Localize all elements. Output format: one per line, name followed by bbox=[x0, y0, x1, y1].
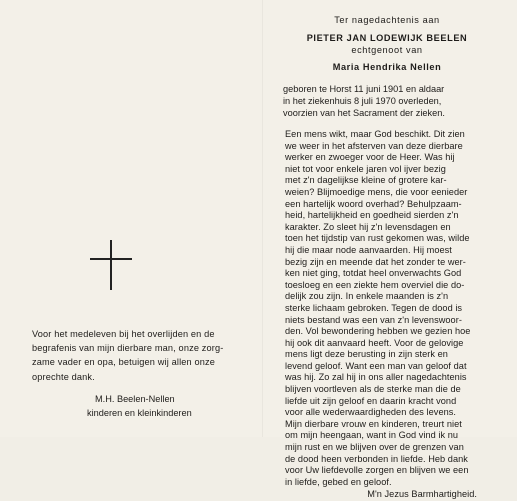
memorial-text-line: hij die maar node aanvaarden. Hij moest bbox=[285, 244, 452, 255]
memorial-text-line: voor Uw liefdevolle zorgen en blijven we een bbox=[285, 465, 469, 476]
memorial-text-line: in liefde, gebed en geloof. bbox=[285, 476, 392, 487]
fold-line bbox=[262, 0, 263, 437]
memorial-text-line: weien? Blijmoedige mens, die voor eenieder bbox=[285, 186, 468, 197]
thanks-line: zame vader en opa, betuigen wij allen onze bbox=[32, 357, 216, 368]
memorial-text-line: bezig zijn en meende dat het zonder te wer- bbox=[285, 256, 466, 267]
memorial-text-line: mijn rust en we blijven over de grenzen van bbox=[285, 442, 464, 453]
birth-death-text bbox=[283, 83, 499, 119]
memorial-text-line: met z'n dagelijkse kleine of grotere kar- bbox=[285, 175, 447, 186]
spouse-name: Maria Hendrika Nellen bbox=[332, 61, 442, 72]
signer-family: kinderen en kleinkinderen bbox=[87, 408, 192, 418]
birth-line: in het ziekenhuis 8 juli 1970 overleden, bbox=[283, 96, 442, 106]
spouse-of-label: echtgenoot van bbox=[351, 45, 423, 55]
memorial-text-line: blijven voortleven als de sterke man die de bbox=[285, 384, 461, 395]
memorial-text-line: toen het tijdstip van rust gekomen was, wilde bbox=[285, 233, 470, 244]
memorial-text-line: was hij. Zo zal hij in ons aller nagedachtenis bbox=[285, 372, 467, 383]
memorial-text-line: mens ligt deze berusting in zijn sterk en bbox=[285, 349, 448, 360]
in-memory-label: Ter nagedachtenis aan bbox=[334, 15, 440, 25]
memorial-text-line: de dood heen verbonden in liefde. Heb dank bbox=[285, 453, 468, 464]
closing-prayer: M'n Jezus Barmhartigheid. bbox=[367, 489, 477, 500]
memorial-text-line: voor alle wederwaardigheden des levens. bbox=[285, 407, 457, 418]
deceased-name: PIETER JAN LODEWIJK BEELEN bbox=[306, 32, 468, 43]
memorial-text-line: liefde uit zijn geloof en daarin kracht vond bbox=[285, 395, 457, 406]
memorial-text-line: karakter. Zo sleet hij z'n levensdagen en bbox=[285, 221, 451, 232]
memorial-text-line: hij ook dit aanvaard heeft. Voor de gelovige bbox=[285, 337, 464, 348]
memorial-text-line: om mijn heengaan, want in God vind ik nu bbox=[285, 430, 459, 441]
memorial-text-line: we weer in het afsterven van deze dierbare bbox=[285, 140, 463, 151]
memorial-text-line: ken niet ging, totdat heel onverwachts God bbox=[285, 268, 462, 279]
memorial-header bbox=[282, 14, 492, 73]
memorial-text-line: Mijn dierbare vrouw en kinderen, treurt niet bbox=[285, 418, 462, 429]
birth-line: geboren te Horst 11 juni 1901 en aldaar bbox=[283, 84, 445, 94]
signers bbox=[87, 392, 262, 420]
memorial-text-line: den. Vol bewondering hebben we gezien hoe bbox=[285, 326, 471, 337]
memorial-text-line: toesloeg en een ziekte hem overviel die do- bbox=[285, 279, 465, 290]
memorial-text-line: delijk zou zijn. In enkele maanden is z'n bbox=[285, 291, 449, 302]
memorial-text-line: werker en zwoeger voor de Heer. Was hij bbox=[285, 152, 455, 163]
memorial-text bbox=[285, 129, 499, 501]
thanks-line: begrafenis van mijn dierbare man, onze zorg- bbox=[32, 343, 224, 354]
cross-icon bbox=[90, 240, 132, 290]
signer-name: M.H. Beelen-Nellen bbox=[95, 394, 175, 404]
memorial-text-line: levend geloof. Want een man van geloof dat bbox=[285, 360, 467, 371]
memorial-text-line: een hartelijk woord overhad? Behulpzaam- bbox=[285, 198, 462, 209]
memorial-text-line: Een mens wikt, maar God beschikt. Dit zien bbox=[285, 129, 465, 139]
thanks-line: Voor het medeleven bij het overlijden en de bbox=[32, 329, 215, 339]
thanks-line: oprechte dank. bbox=[32, 371, 95, 382]
thanks-text bbox=[32, 327, 252, 384]
birth-line: voorzien van het Sacrament der zieken. bbox=[283, 108, 445, 118]
memorial-text-line: heid, hartelijkheid en goedheid sierden z'n bbox=[285, 210, 459, 221]
memorial-text-line: niets bestand was een van z'n levenswoor- bbox=[285, 314, 462, 325]
memorial-text-line: niet tot voor enkele jaren vol ijver bezig bbox=[285, 163, 446, 174]
memorial-text-line: sterke lichaam gebroken. Tegen de dood is bbox=[285, 302, 463, 313]
